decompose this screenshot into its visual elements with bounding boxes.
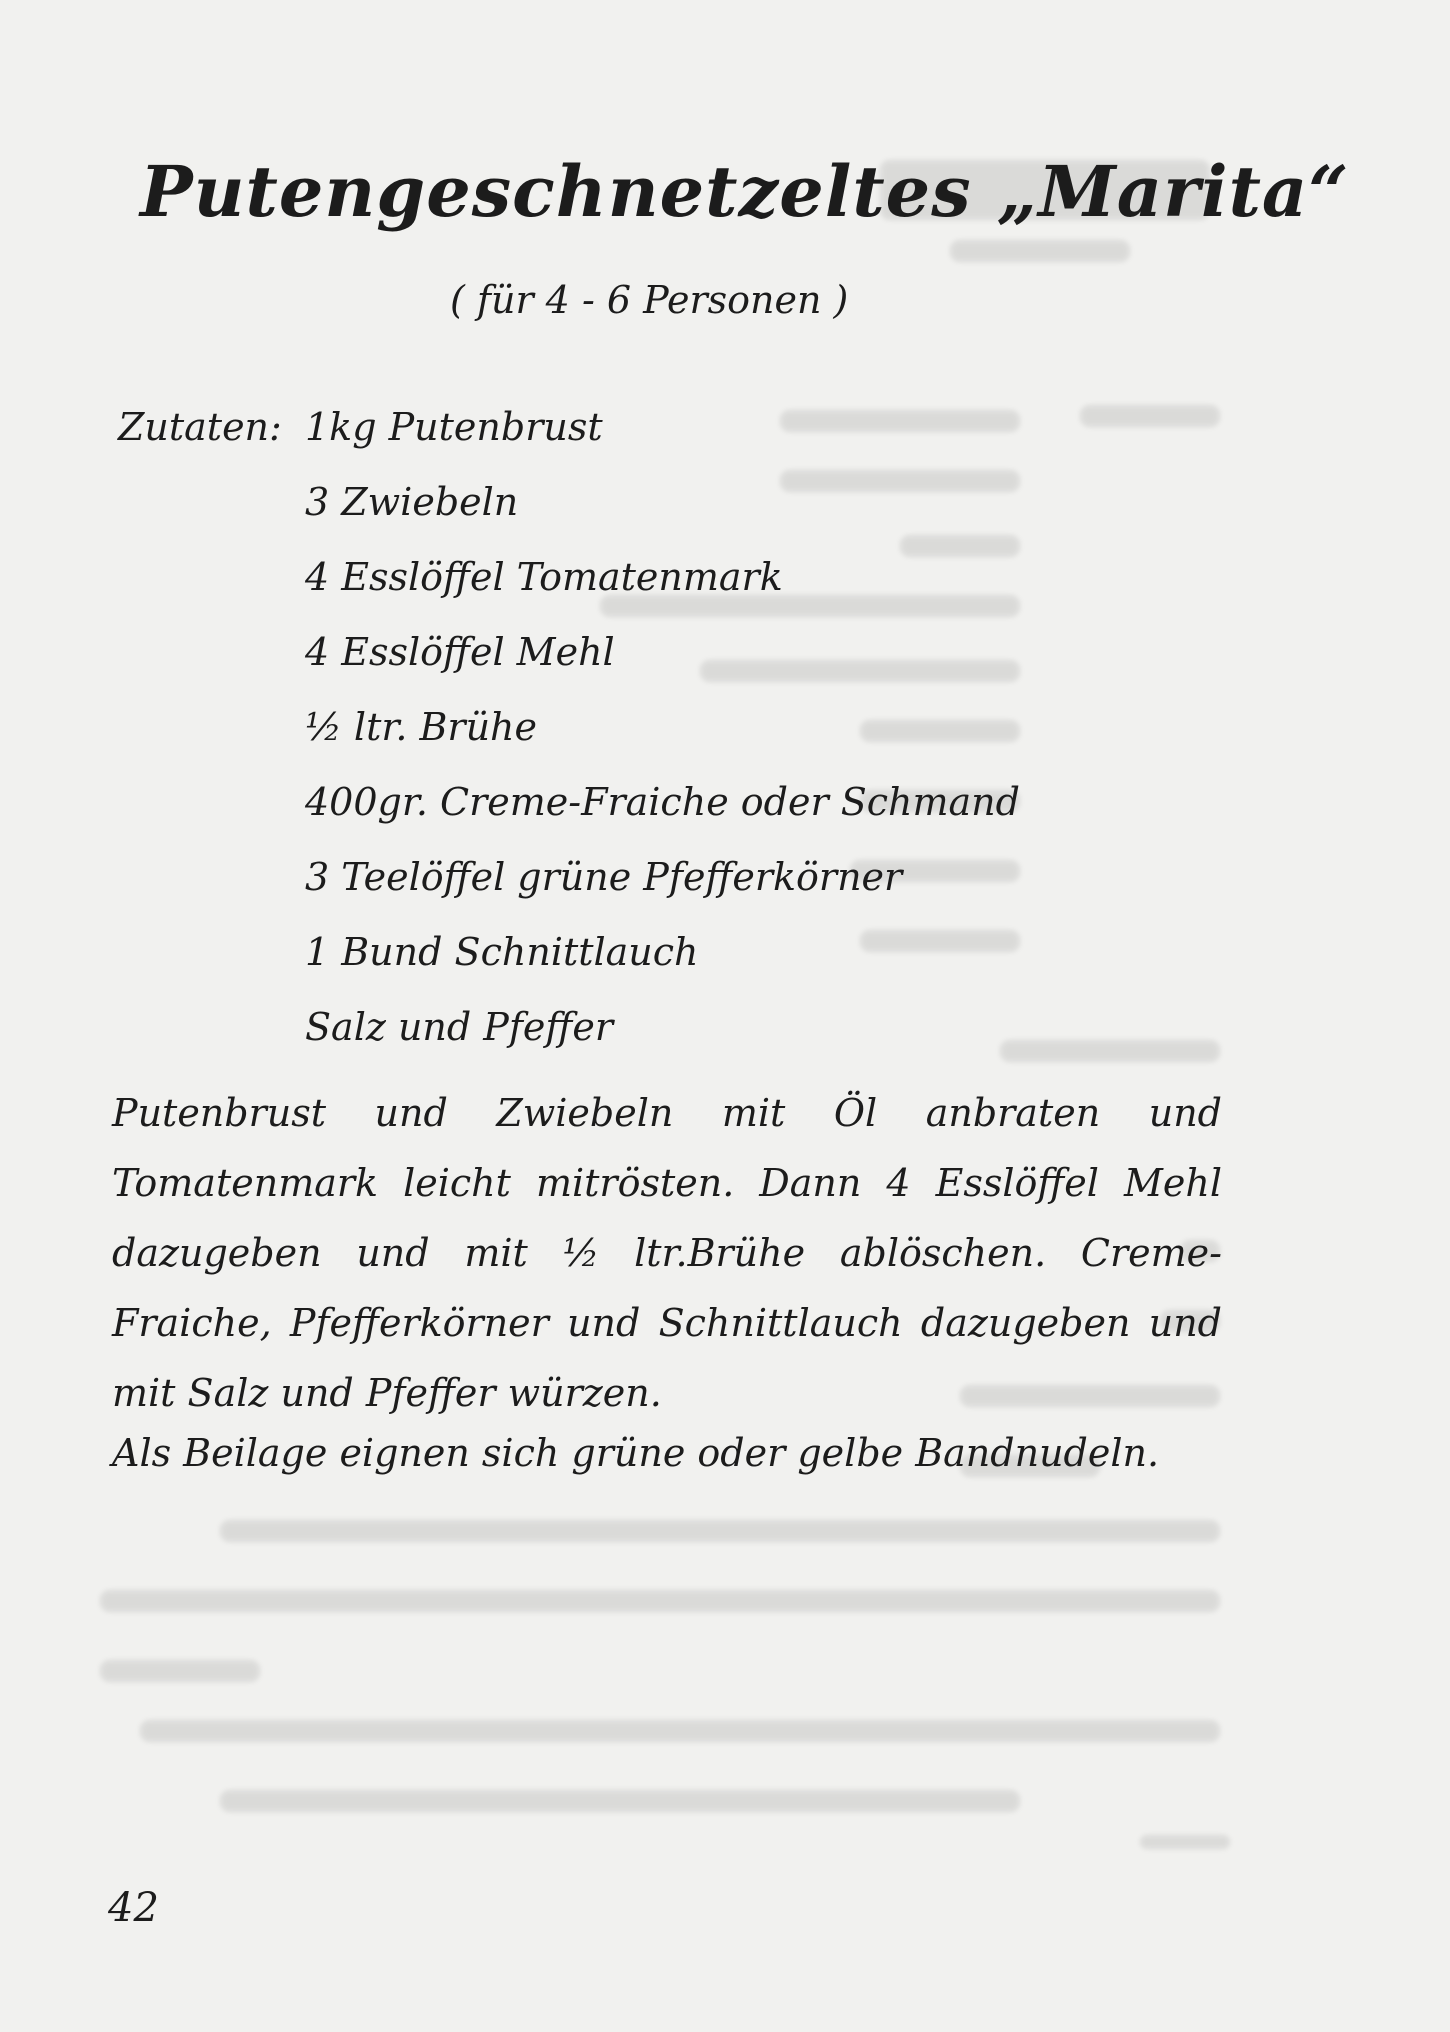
ingredient-item: 3 Zwiebeln [305, 480, 519, 524]
ingredient-item: 4 Esslöffel Tomatenmark [305, 555, 783, 599]
ingredient-item: 4 Esslöffel Mehl [305, 630, 615, 674]
page-number: 42 [108, 1885, 159, 1931]
servings-subtitle: ( für 4 - 6 Personen ) [450, 278, 849, 322]
recipe-title: Putengeschnetzeltes „Marita“ [140, 150, 1350, 233]
ingredient-item: 400gr. Creme-Fraiche oder Schmand [305, 780, 1020, 824]
ingredients-list [305, 402, 1020, 1077]
ingredient-item: 1kg Putenbrust [305, 405, 603, 449]
side-dish-note: Als Beilage eignen sich grüne oder gelbe Bandnudeln. [112, 1431, 1160, 1475]
ingredient-item: ½ ltr. Brühe [305, 705, 538, 749]
ingredient-item: Salz und Pfeffer [305, 1005, 613, 1049]
ingredient-item: 1 Bund Schnittlauch [305, 930, 699, 974]
ingredients-label: Zutaten: [118, 405, 282, 449]
ingredient-item: 3 Teelöffel grüne Pfefferkörner [305, 855, 903, 899]
instructions-paragraph: Putenbrust und Zwiebeln mit Öl anbraten und Tomatenmark leicht mitrösten. Dann 4 Esslöffel Mehl dazugeben und mit ½ ltr.Brühe ablöschen. Creme-Fraiche, Pfefferkörner und Schnittlauch dazugeben und mit Salz und Pfeffer würzen. [112, 1091, 1222, 1415]
